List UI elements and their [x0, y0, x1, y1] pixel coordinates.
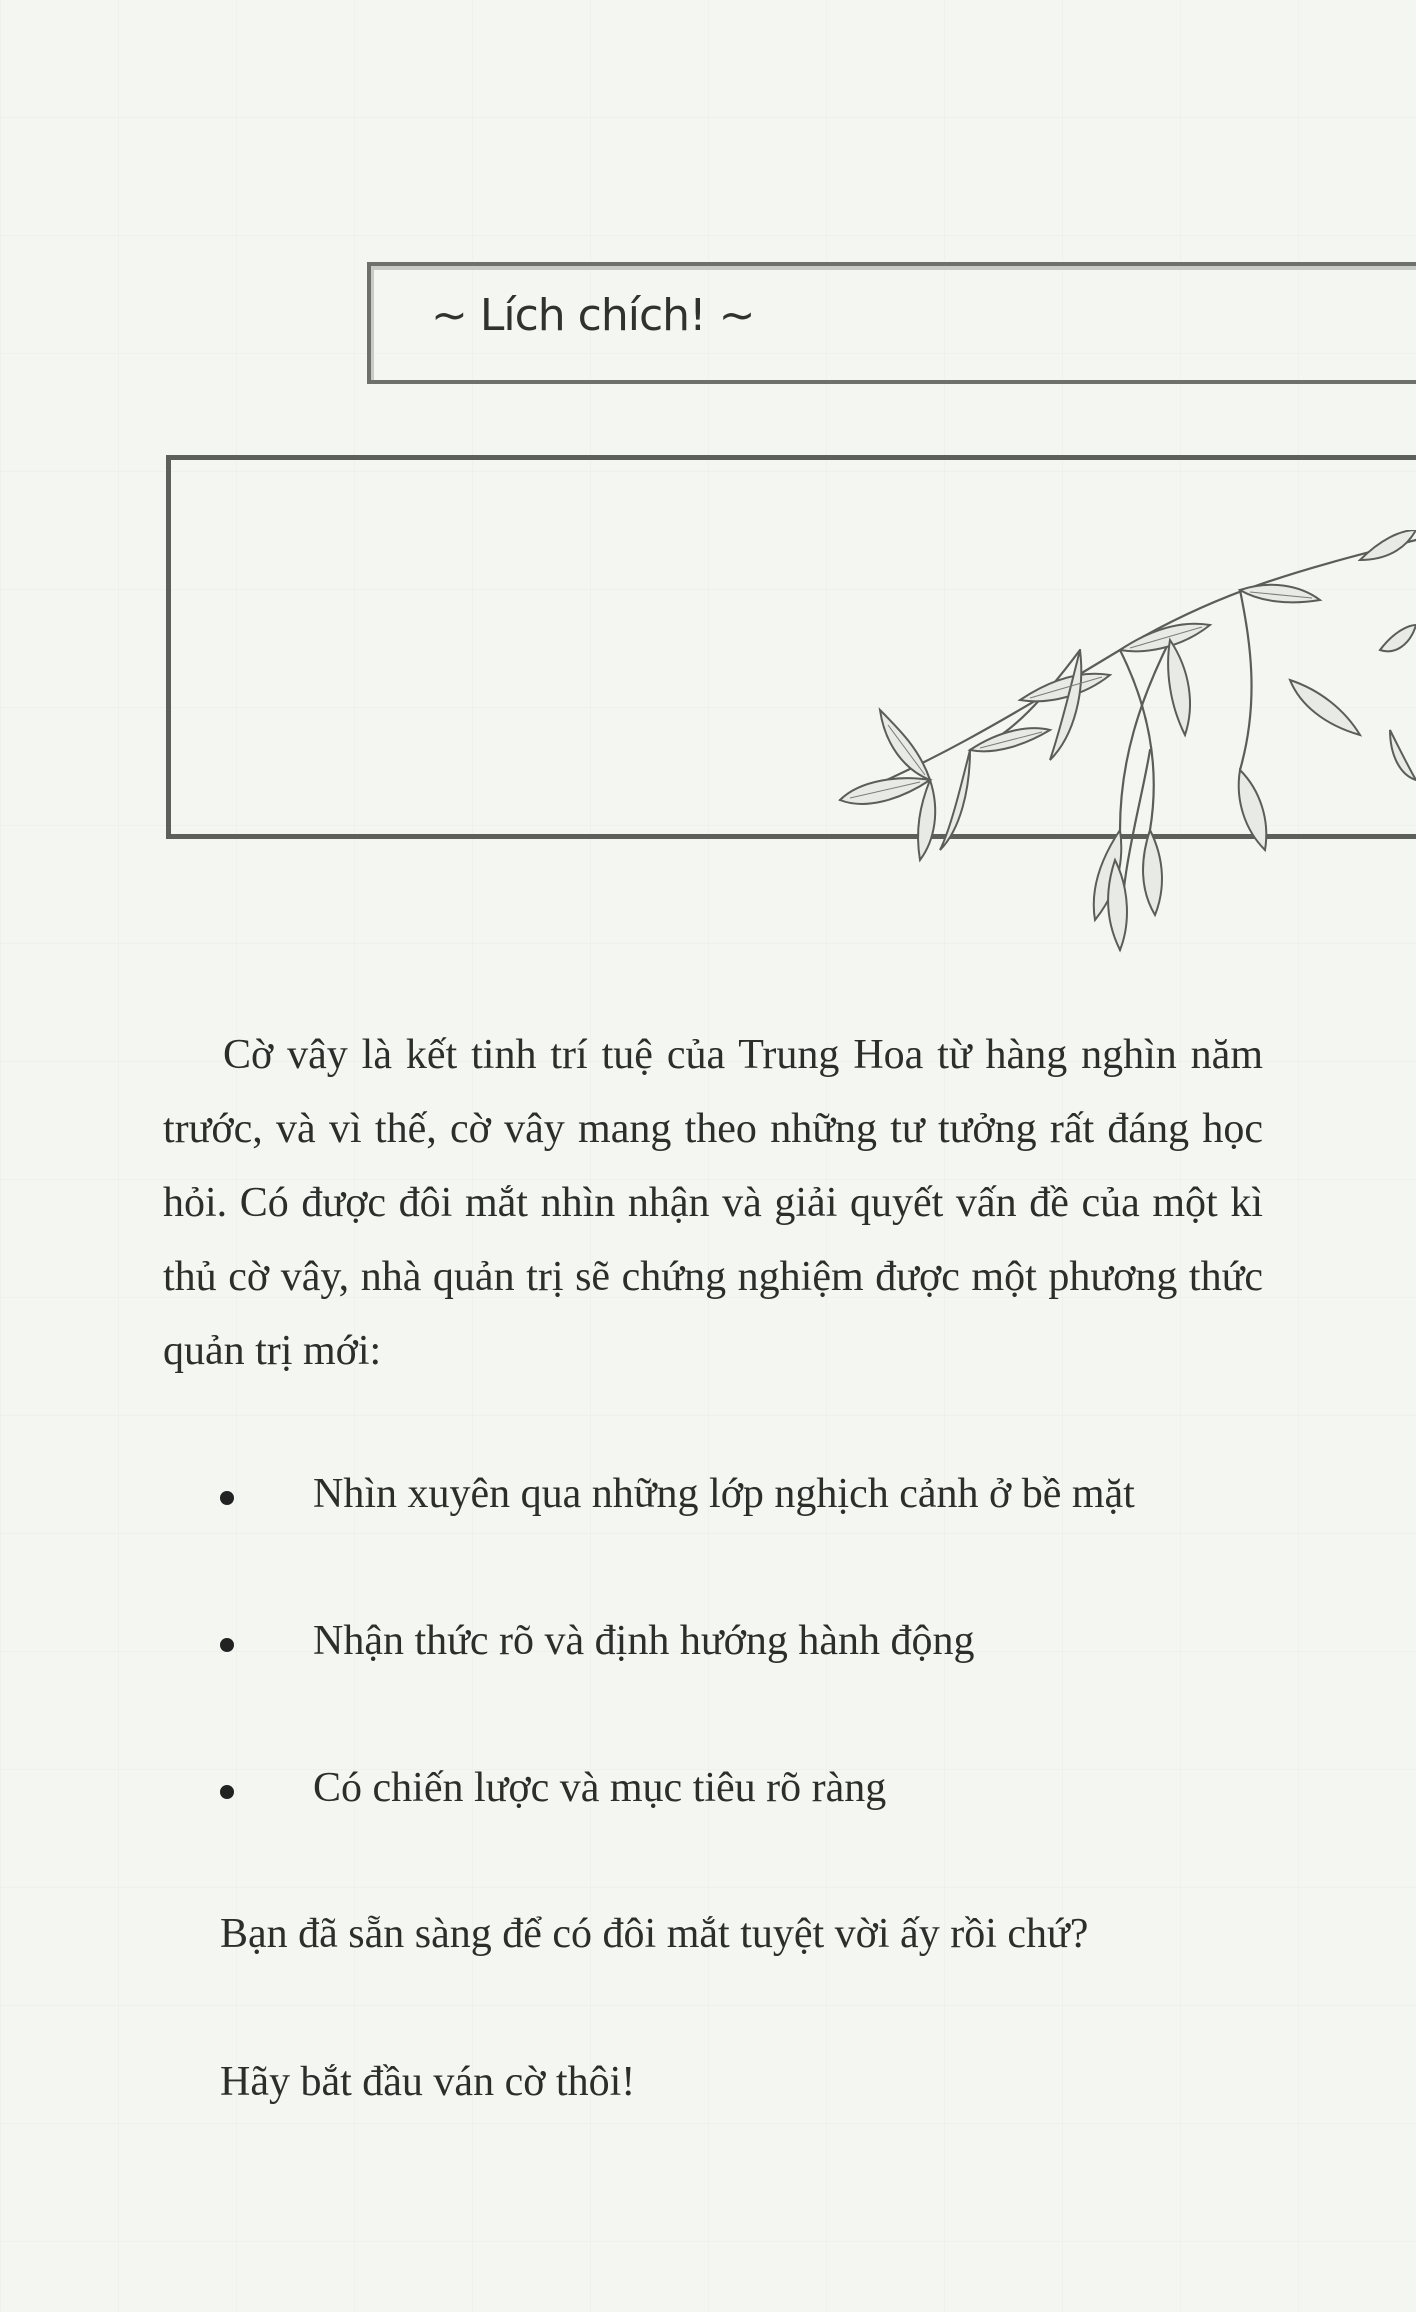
bullet-dot-icon: [220, 1785, 234, 1799]
bullet-dot-icon: [220, 1638, 234, 1652]
bullet-text: Có chiến lược và mục tiêu rõ ràng: [313, 1765, 887, 1811]
question-line: Bạn đã sẵn sàng để có đôi mắt tuyệt vời ấy rồi chứ?: [220, 1911, 1089, 1957]
closing-line: Hãy bắt đầu ván cờ thôi!: [220, 2059, 636, 2105]
section-title: ~ Lích chích! ~: [431, 290, 755, 341]
title-box: [367, 262, 1416, 384]
bullet-text: Nhìn xuyên qua những lớp nghịch cảnh ở bề mặt: [313, 1471, 1135, 1517]
bullet-text: Nhận thức rõ và định hướng hành động: [313, 1618, 975, 1664]
bullet-dot-icon: [220, 1491, 234, 1505]
leaf-branch-illustration: [820, 530, 1416, 960]
intro-paragraph: Cờ vây là kết tinh trí tuệ của Trung Hoa từ hàng nghìn năm trước, và vì thế, cờ vây mang theo những tư tưởng rất đáng học hỏi. Có được đôi mắt nhìn nhận và giải quyết vấn đề của một kì thủ cờ vây, nhà quản trị sẽ chứng nghiệm được một phương thức quản trị mới:: [163, 1032, 1263, 1374]
